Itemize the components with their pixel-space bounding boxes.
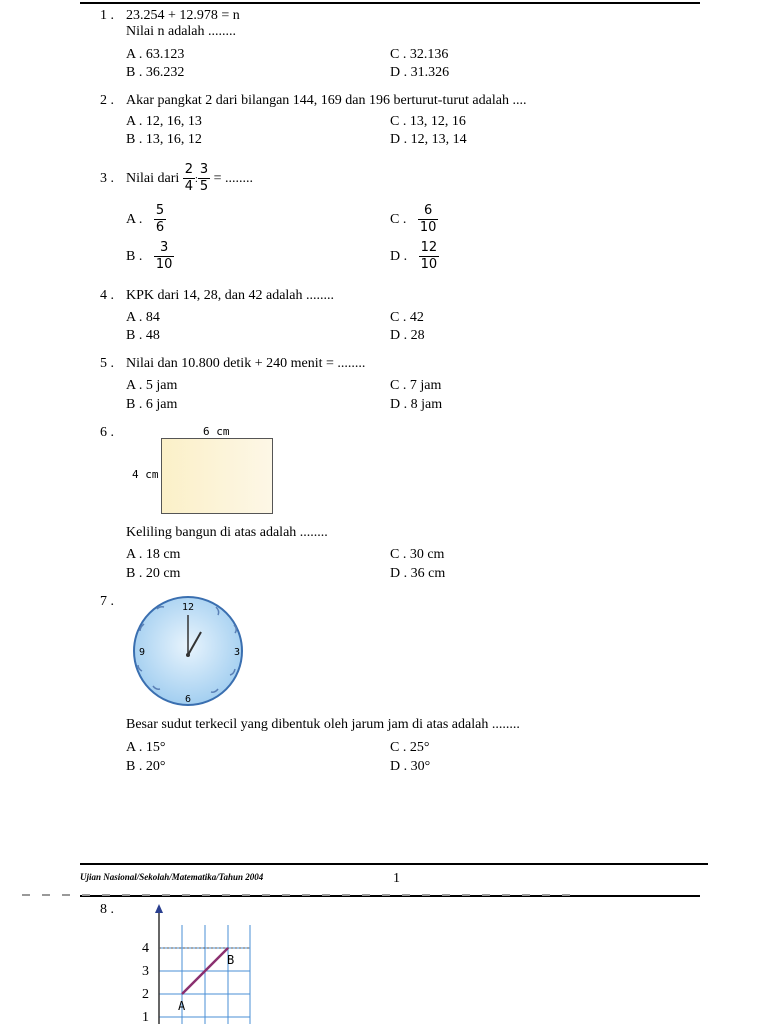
q8-y-label-3: 3 [142, 964, 149, 979]
q6-option-d[interactable]: D . 36 cm [390, 566, 446, 581]
q2-number: 2 . [100, 93, 114, 108]
q8-point-b-label: B [227, 953, 235, 967]
q4-question: KPK dari 14, 28, dan 42 adalah ........ [126, 288, 335, 303]
q1-option-a[interactable]: A . 63.123 [126, 47, 185, 62]
clock-9-label: 9 [138, 647, 146, 658]
q4-option-d[interactable]: D . 28 [390, 328, 425, 343]
q2-option-b[interactable]: B . 13, 16, 12 [126, 132, 202, 147]
q3-option-c[interactable]: C . $\frac{6}{10}$ [390, 203, 437, 236]
footer-page-number: 1 [393, 871, 400, 886]
q8-grid-graph [130, 900, 260, 1024]
clock-6-label: 6 [184, 694, 192, 705]
q6-width-label: 6 cm [203, 425, 230, 438]
q7-option-d[interactable]: D . 30° [390, 759, 431, 774]
q1-equation: 23.254 + 12.978 = n [126, 8, 240, 23]
q8-point-a-label: A [178, 999, 186, 1013]
top-rule [80, 2, 700, 4]
q1-number: 1 . [100, 8, 114, 23]
q3-number: 3 . [100, 171, 114, 186]
q4-option-b[interactable]: B . 48 [126, 328, 160, 343]
q1-question: Nilai n adalah ........ [126, 24, 237, 39]
q1-option-c[interactable]: C . 32.136 [390, 47, 449, 62]
q1-option-b[interactable]: B . 36.232 [126, 65, 185, 80]
q7-option-a[interactable]: A . 15° [126, 740, 166, 755]
footer-exam-title: Ujian Nasional/Sekolah/Matematika/Tahun 2004 [80, 872, 264, 882]
q2-option-c[interactable]: C . 13, 12, 16 [390, 114, 466, 129]
q3-question: Nilai dari $\frac{2}{4}$ : $\frac{3}{5}$ = ........ [126, 162, 254, 195]
q5-option-a[interactable]: A . 5 jam [126, 378, 178, 393]
q4-option-a[interactable]: A . 84 [126, 310, 160, 325]
q2-option-a[interactable]: A . 12, 16, 13 [126, 114, 202, 129]
q5-number: 5 . [100, 356, 114, 371]
page-break-artifact [22, 894, 582, 896]
q5-option-d[interactable]: D . 8 jam [390, 397, 443, 412]
q4-option-c[interactable]: C . 42 [390, 310, 424, 325]
q3-option-b[interactable]: B . $\frac{3}{10}$ [126, 240, 173, 273]
clock-12-label: 12 [181, 602, 195, 613]
q6-number: 6 . [100, 425, 114, 440]
q7-option-c[interactable]: C . 25° [390, 740, 430, 755]
q6-rectangle [161, 438, 273, 514]
q5-option-c[interactable]: C . 7 jam [390, 378, 442, 393]
q6-option-b[interactable]: B . 20 cm [126, 566, 181, 581]
q3-suffix: = ........ [213, 171, 254, 186]
q2-question: Akar pangkat 2 dari bilangan 144, 169 dan 196 berturut-turut adalah .... [126, 93, 527, 108]
clock-3-label: 3 [233, 647, 241, 658]
q3-prefix: Nilai dari [126, 171, 180, 186]
q7-question: Besar sudut terkecil yang dibentuk oleh jarum jam di atas adalah ........ [126, 717, 520, 732]
q8-y-label-1: 1 [142, 1010, 149, 1024]
q1-option-d[interactable]: D . 31.326 [390, 65, 450, 80]
q8-y-label-2: 2 [142, 987, 149, 1002]
q8-y-label-4: 4 [142, 941, 149, 956]
q5-option-b[interactable]: B . 6 jam [126, 397, 178, 412]
q6-option-c[interactable]: C . 30 cm [390, 547, 445, 562]
q5-question: Nilai dan 10.800 detik + 240 menit = ........ [126, 356, 366, 371]
q7-clock [130, 595, 248, 707]
q6-option-a[interactable]: A . 18 cm [126, 547, 181, 562]
footer-rule [80, 863, 708, 865]
q8-y-axis-arrow [155, 904, 163, 913]
q3-option-d[interactable]: D . $\frac{12}{10}$ [390, 240, 438, 273]
q3-option-a[interactable]: A . $\frac{5}{6}$ [126, 203, 165, 236]
q6-question: Keliling bangun di atas adalah ........ [126, 525, 328, 540]
q3-fraction-1: $\frac{2}{4}$ [184, 162, 194, 195]
q7-number: 7 . [100, 594, 114, 609]
q2-option-d[interactable]: D . 12, 13, 14 [390, 132, 467, 147]
q3-fraction-2: $\frac{3}{5}$ [199, 162, 209, 195]
q7-option-b[interactable]: B . 20° [126, 759, 166, 774]
q4-number: 4 . [100, 288, 114, 303]
q8-number: 8 . [100, 902, 114, 917]
q6-height-label: 4 cm [132, 468, 159, 481]
